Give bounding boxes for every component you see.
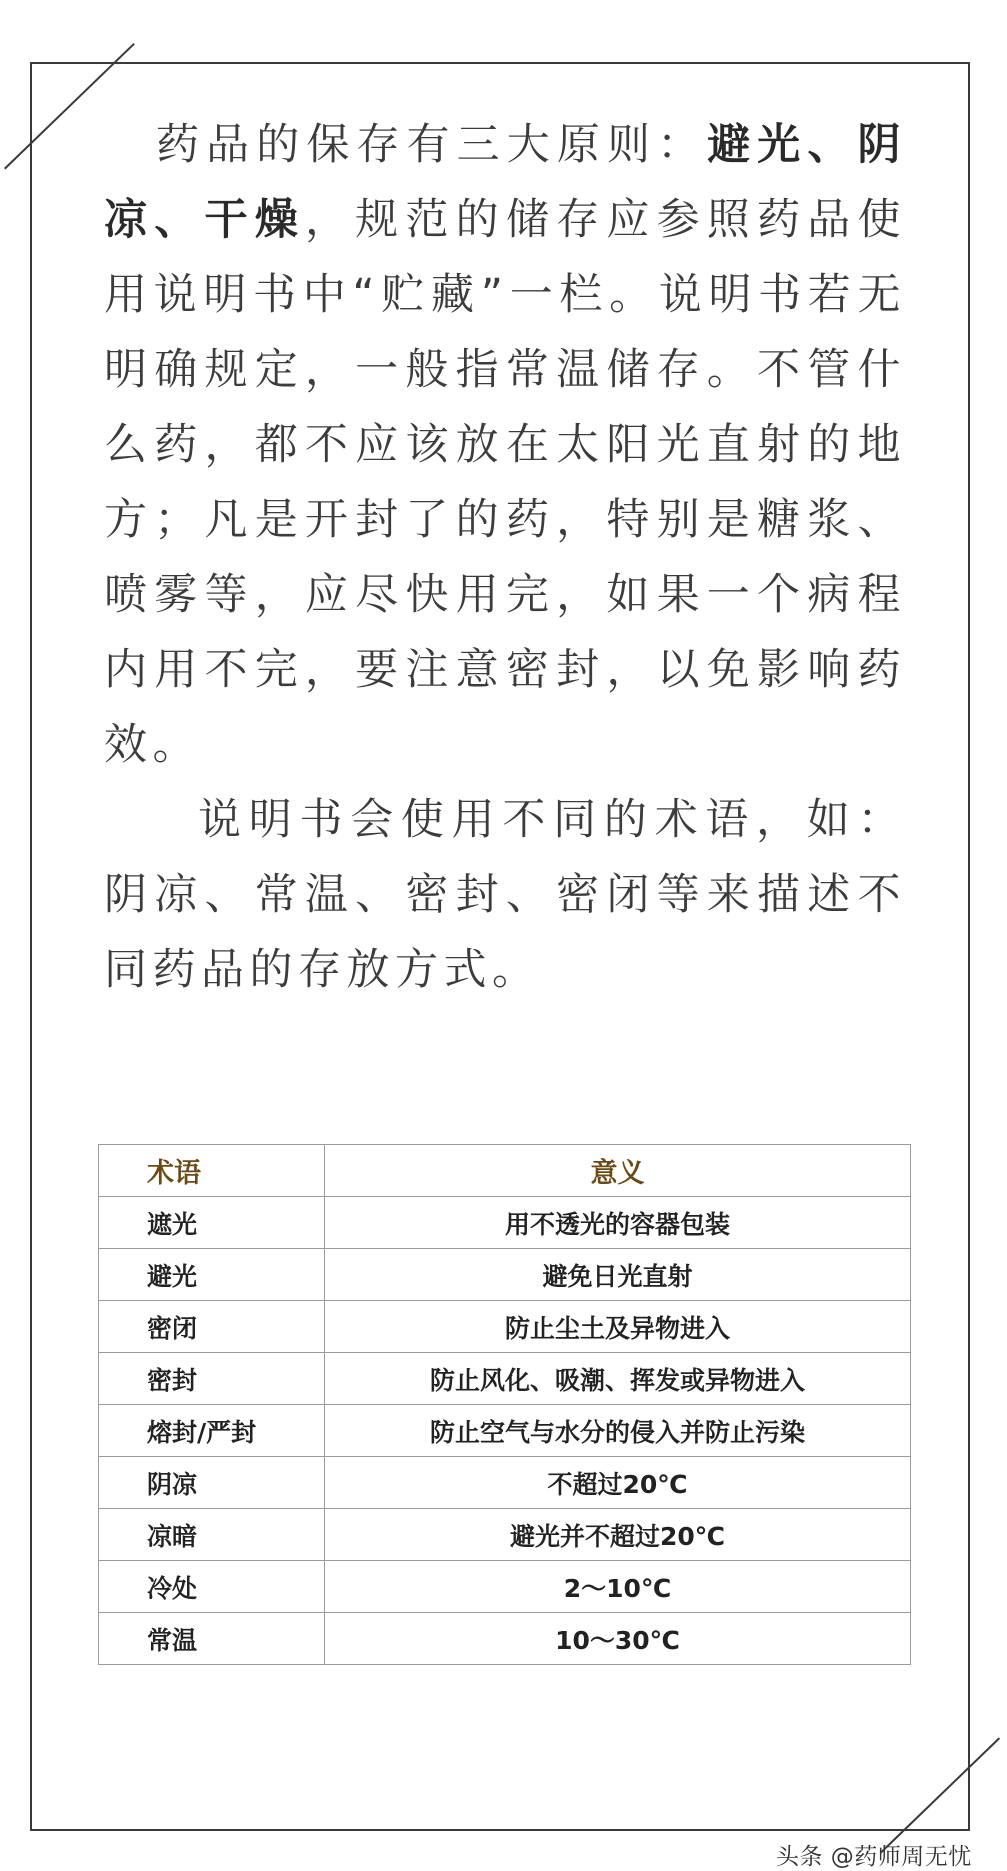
term-cell: 凉暗 [99, 1509, 325, 1561]
paragraph-lead: 药品的保存有三大原则： [156, 120, 708, 170]
header-meaning: 意义 [325, 1145, 911, 1197]
meaning-cell: 10～30℃ [325, 1613, 911, 1665]
watermark: 头条 @药师周无忧 [776, 1844, 972, 1870]
meaning-cell: 防止尘土及异物进入 [325, 1301, 911, 1353]
term-cell: 避光 [99, 1249, 325, 1301]
paragraph-body: ，规范的储存应参照药品使用说明书中“贮藏”一栏。说明书若无明确规定，一般指常温储存。不管什么药，都不应该放在太阳光直射的地方；凡是开封了的药，特别是糖浆、喷雾等，应尽快用完，如果一个病程内用不完，要注意密封，以免影响药效。 [104, 195, 907, 770]
table-row [99, 1301, 911, 1353]
term-cell: 遮光 [99, 1197, 325, 1249]
term-cell: 密封 [99, 1353, 325, 1405]
table-row [99, 1249, 911, 1301]
meaning-cell: 2～10℃ [325, 1561, 911, 1613]
table-row [99, 1561, 911, 1613]
term-cell: 密闭 [99, 1301, 325, 1353]
meaning-cell: 避免日光直射 [325, 1249, 911, 1301]
meaning-cell: 防止空气与水分的侵入并防止污染 [325, 1405, 911, 1457]
table-header-row [99, 1145, 911, 1197]
meaning-cell: 用不透光的容器包装 [325, 1197, 911, 1249]
table-row [99, 1613, 911, 1665]
storage-terms-table [98, 1144, 911, 1665]
term-cell: 熔封/严封 [99, 1405, 325, 1457]
meaning-cell: 防止风化、吸潮、挥发或异物进入 [325, 1353, 911, 1405]
table-row [99, 1353, 911, 1405]
header-term: 术语 [99, 1145, 325, 1197]
table-row [99, 1197, 911, 1249]
table-row [99, 1509, 911, 1561]
table-row [99, 1405, 911, 1457]
terminology-paragraph: 说明书会使用不同的术语，如：阴凉、常温、密封、密闭等来描述不同药品的存放方式。 [104, 795, 906, 995]
table-row [99, 1457, 911, 1509]
three-principles: 避光、阴凉、干燥 [104, 120, 907, 245]
meaning-cell: 避光并不超过20℃ [325, 1509, 911, 1561]
term-cell: 常温 [99, 1613, 325, 1665]
meaning-cell: 不超过20℃ [325, 1457, 911, 1509]
term-cell: 阴凉 [99, 1457, 325, 1509]
storage-principles-paragraph [104, 108, 906, 783]
term-cell: 冷处 [99, 1561, 325, 1613]
